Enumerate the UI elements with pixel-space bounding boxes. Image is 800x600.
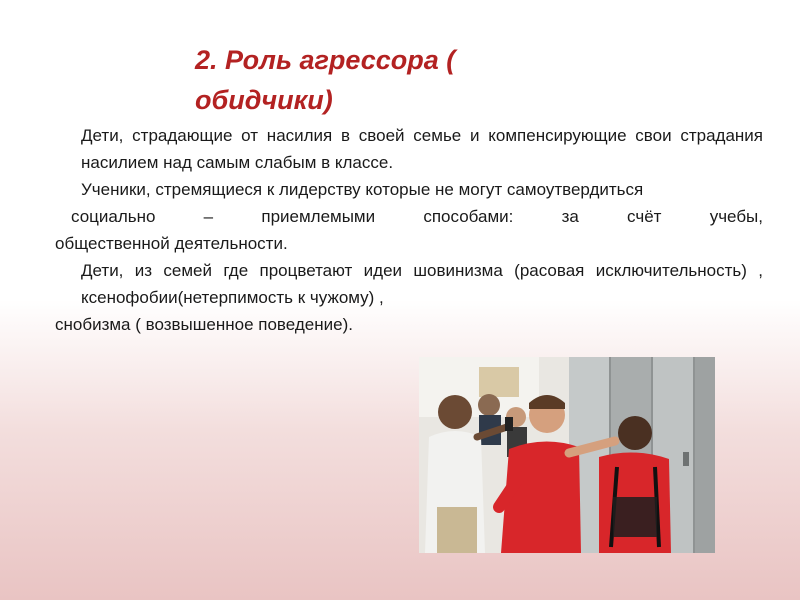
- bullet-item: [55, 122, 763, 176]
- continuation-line: снобизма ( возвышенное поведение).: [55, 315, 353, 334]
- bullet-text: Ученики, стремящиеся к лидерству которые не могут самоутвердиться: [81, 180, 644, 199]
- continuation-line: общественной деятельности.: [55, 234, 288, 253]
- slide-body: [55, 122, 763, 338]
- bullet-text: Дети, из семей где процветают идеи шовинизма (расовая исключительность) , ксенофобии(нетерпимость к чужому) ,: [81, 261, 763, 307]
- bullet-text: Дети, страдающие от насилия в своей семье и компенсирующие свои страдания насилием над самым слабым в классе.: [81, 126, 763, 172]
- bullet-item: [55, 176, 763, 203]
- slide-title: 2. Роль агрессора ( обидчики): [195, 45, 456, 115]
- bullying-photo-icon: [419, 357, 715, 553]
- photo-illustration: [419, 357, 715, 553]
- bullet-item: [55, 257, 763, 311]
- continuation-line: социально – приемлемыми способами: за счёт учебы,: [71, 207, 763, 226]
